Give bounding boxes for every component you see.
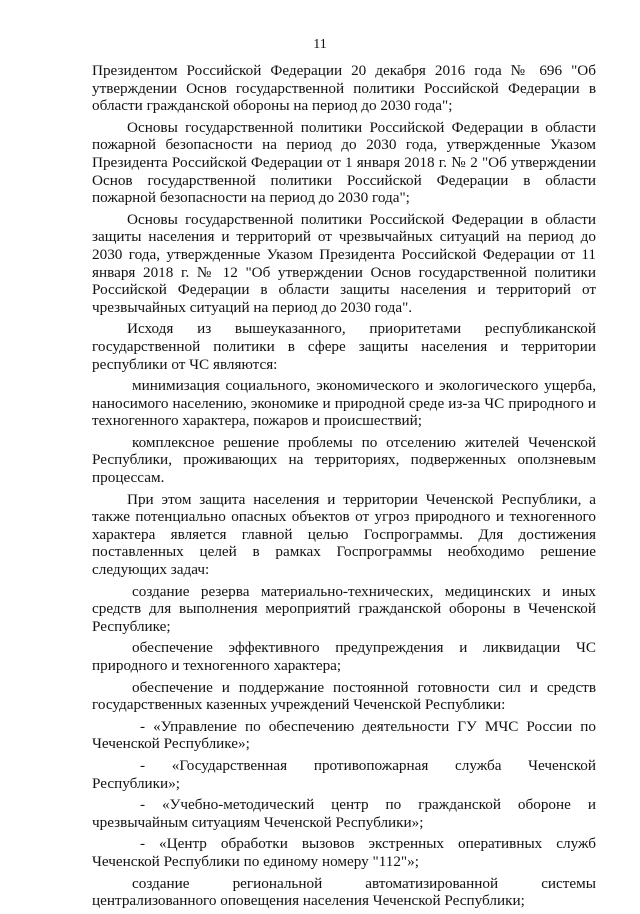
page-number: 11 — [313, 37, 327, 52]
paragraph: создание региональной автоматизированной системы централизованного оповещения населения Чеченской Республики; — [92, 874, 596, 910]
paragraph: обеспечение и поддержание постоянной готовности сил и средств государственных казенных учреждений Чеченской Республики: — [92, 678, 596, 714]
paragraph: Исходя из вышеуказанного, приоритетами республиканской государственной политики в сфере защиты населения и территории республики от ЧС являются: — [92, 320, 596, 373]
list-item: - «Управление по обеспечению деятельности ГУ МЧС России по Чеченской Республике»; — [92, 717, 596, 753]
paragraph: комплексное решение проблемы по отселению жителей Чеченской Республики, проживающих на территориях, подверженных оползневым процессам. — [92, 433, 596, 487]
document-body — [92, 62, 596, 914]
paragraph: Основы государственной политики Российской Федерации в области защиты населения и территорий от чрезвычайных ситуаций на период до 2030 года, утвержденные Указом Президента Российской Федерации от 11 января 2018 г. № 12 "Об утверждении Основ государственной политики Российской Федерации в области защиты населения и территорий от чрезвычайных ситуаций на период до 2030 года". — [92, 210, 596, 316]
paragraph: Основы государственной политики Российской Федерации в области пожарной безопасности на период до 2030 года, утвержденные Указом Президента Российской Федерации от 1 января 2018 г. № 2 "Об утверждении Основ государственной политики Российской Федерации в области пожарной безопасности на период до 2030 года"; — [92, 118, 596, 207]
paragraph: обеспечение эффективного предупреждения и ликвидации ЧС природного и техногенного характера; — [92, 639, 596, 674]
paragraph: Президентом Российской Федерации 20 декабря 2016 года № 696 "Об утверждении Основ государственной политики Российской Федерации в области гражданской обороны на период до 2030 года"; — [92, 62, 596, 115]
list-item: - «Учебно-методический центр по гражданской обороне и чрезвычайным ситуациям Чеченской Республики»; — [92, 796, 596, 831]
paragraph: При этом защита населения и территории Чеченской Республики, а также потенциально опасных объектов от угроз природного и техногенного характера является главной целью Госпрограммы. Для достижения поставленных целей в рамках Госпрограммы необходимо решение следующих задач: — [92, 490, 596, 579]
paragraph: создание резерва материально-технических, медицинских и иных средств для выполнения мероприятий гражданской обороны в Чеченской Республике; — [92, 582, 596, 635]
list-item: - «Центр обработки вызовов экстренных оперативных служб Чеченской Республики по единому номеру "112"»; — [92, 835, 596, 870]
list-item: - «Государственная противопожарная служба Чеченской Республики»; — [92, 756, 596, 792]
paragraph: минимизация социального, экономического и экологического ущерба, наносимого населению, экономике и природной среде из-за ЧС природного и техногенного характера, пожаров и происшествий; — [92, 377, 596, 430]
